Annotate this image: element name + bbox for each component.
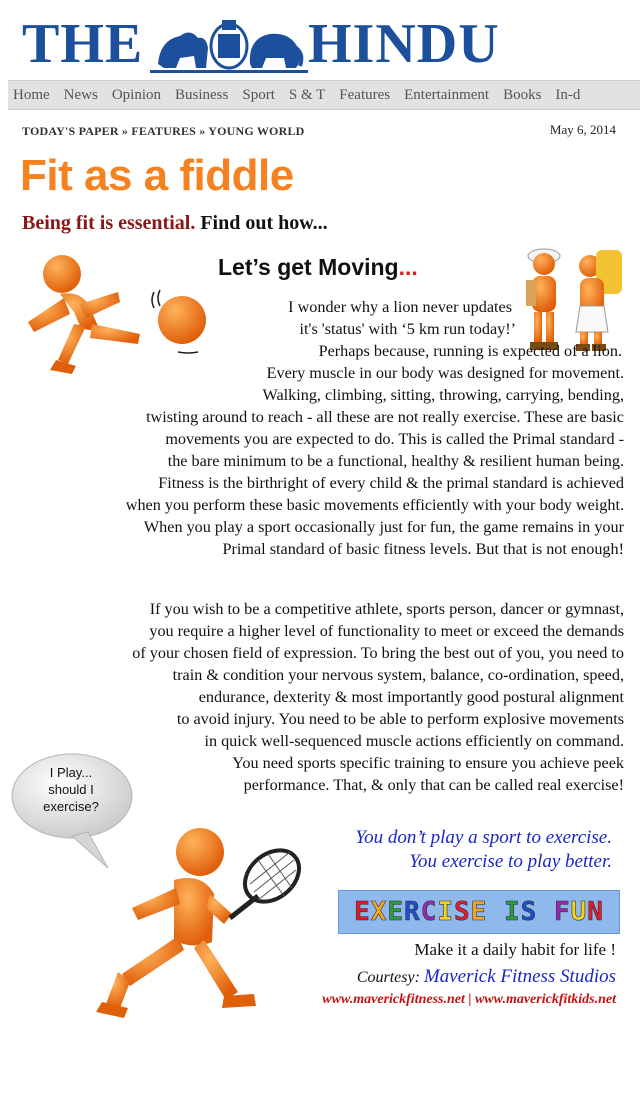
paragraph-line: train & condition your nervous system, balance, co-ordination, speed, bbox=[172, 666, 624, 684]
page-title: Fit as a fiddle bbox=[20, 151, 294, 200]
paragraph-line: of your chosen field of expression. To bring the best out of you, you need to bbox=[132, 644, 624, 662]
speech-bubble-line: I Play... bbox=[49, 765, 93, 780]
banner-letter bbox=[537, 897, 554, 927]
courtesy-label: Courtesy: bbox=[356, 969, 420, 986]
habit-text: Make it a daily habit for life ! bbox=[414, 940, 616, 959]
banner-letter: S bbox=[520, 897, 538, 927]
masthead-word-the: THE bbox=[22, 13, 144, 75]
speech-bubble-line: should I bbox=[48, 782, 94, 797]
paragraph-line: it's 'status' with ‘5 km run today!’ bbox=[299, 320, 516, 338]
nav-item-opinion[interactable]: Opinion bbox=[111, 87, 162, 103]
subtitle-black: Find out how... bbox=[200, 212, 328, 234]
paragraph-line: When you play a sport occasionally just for fun, the game remains in your bbox=[143, 518, 624, 536]
masthead-word-hindu: HINDU bbox=[308, 13, 500, 75]
banner-letter: N bbox=[587, 897, 604, 927]
banner-letter: U bbox=[570, 897, 588, 927]
tagline-line: You exercise to play better. bbox=[409, 851, 612, 872]
subtitle bbox=[22, 210, 328, 236]
nav-item-business[interactable]: Business bbox=[175, 87, 229, 103]
paragraph-line: Walking, climbing, sitting, throwing, carrying, bending, bbox=[262, 386, 624, 404]
banner-letter: E bbox=[470, 897, 488, 927]
banner-text bbox=[339, 891, 619, 933]
nav-item-features[interactable]: Features bbox=[339, 87, 391, 103]
paragraph-line: Every muscle in our body was designed for movement. bbox=[266, 364, 624, 382]
paragraph-line: Primal standard of basic fitness levels. But that is not enough! bbox=[222, 540, 624, 558]
speech-bubble-line: exercise? bbox=[43, 799, 99, 814]
banner-letter: S bbox=[454, 897, 471, 927]
nav-item-sport[interactable]: Sport bbox=[242, 87, 275, 103]
section-heading-dots: ... bbox=[398, 254, 418, 280]
section-heading bbox=[218, 252, 418, 282]
exercise-banner bbox=[338, 890, 620, 934]
paragraph-line: to avoid injury. You need to be able to perform explosive movements bbox=[176, 710, 624, 728]
article-paragraph-1 bbox=[126, 296, 624, 560]
nav-item-books[interactable]: Books bbox=[503, 87, 542, 103]
banner-letter: F bbox=[553, 897, 571, 927]
banner-letter bbox=[487, 897, 504, 927]
tennis-player-icon bbox=[62, 824, 312, 1034]
paragraph-line: Perhaps because, running is expected of a lion. bbox=[318, 342, 622, 360]
article-paragraph-2 bbox=[132, 598, 624, 796]
paragraph-line: movements you are expected to do. This is called the Primal standard - bbox=[165, 430, 624, 448]
paragraph-line: twisting around to reach - all these are not really exercise. These are basic bbox=[146, 408, 624, 426]
paragraph-line: performance. That, & only that can be called real exercise! bbox=[243, 776, 624, 794]
paragraph-line: when you perform these basic movements efficiently with your body weight. bbox=[125, 496, 624, 514]
nav-item-home[interactable]: Home bbox=[13, 87, 50, 103]
banner-letter: X bbox=[370, 897, 388, 927]
nav-item-more[interactable]: In-d bbox=[555, 87, 581, 103]
tagline bbox=[355, 826, 612, 874]
courtesy bbox=[357, 966, 616, 988]
section-heading-text: Let’s get Moving bbox=[218, 254, 399, 280]
tagline-line: You don’t play a sport to exercise. bbox=[355, 827, 612, 848]
banner-letter: I bbox=[437, 897, 455, 927]
paragraph-line: I wonder why a lion never updates bbox=[288, 298, 512, 316]
banner-letter: E bbox=[387, 897, 405, 927]
masthead[interactable] bbox=[0, 0, 640, 80]
courtesy-org: Maverick Fitness Studios bbox=[423, 966, 616, 987]
nav-item-st[interactable]: S & T bbox=[288, 87, 326, 103]
speech-bubble-text bbox=[16, 764, 126, 815]
breadcrumb[interactable]: TODAY'S PAPER » FEATURES » YOUNG WORLD bbox=[22, 124, 305, 138]
nav-bar bbox=[8, 80, 640, 110]
banner-letter: R bbox=[404, 897, 421, 927]
subtitle-red: Being fit is essential. bbox=[22, 212, 196, 234]
nav-item-entertainment[interactable]: Entertainment bbox=[404, 87, 490, 103]
banner-letter: E bbox=[354, 897, 371, 927]
banner-letter: I bbox=[503, 897, 521, 927]
banner-letter: C bbox=[420, 897, 438, 927]
paragraph-line: in quick well-sequenced muscle actions efficiently on command. bbox=[204, 732, 624, 750]
paragraph-line: Fitness is the birthright of every child & the primal standard is achieved bbox=[158, 474, 624, 492]
paragraph-line: If you wish to be a competitive athlete, sports person, dancer or gymnast, bbox=[149, 600, 624, 618]
paragraph-line: endurance, dexterity & most importantly good postural alignment bbox=[198, 688, 624, 706]
nav-item-news[interactable]: News bbox=[63, 87, 98, 103]
paragraph-line: you require a higher level of functionality to meet or exceed the demands bbox=[149, 622, 624, 640]
paragraph-line: the bare minimum to be a functional, healthy & resilient human being. bbox=[167, 452, 624, 470]
paragraph-line: You need sports specific training to ensure you achieve peek bbox=[232, 754, 624, 772]
website-links[interactable]: www.maverickfitness.net | www.maverickfitkids.net bbox=[322, 992, 616, 1007]
publish-date: May 6, 2014 bbox=[549, 122, 616, 137]
lion-elephant-crest-icon bbox=[150, 14, 308, 76]
